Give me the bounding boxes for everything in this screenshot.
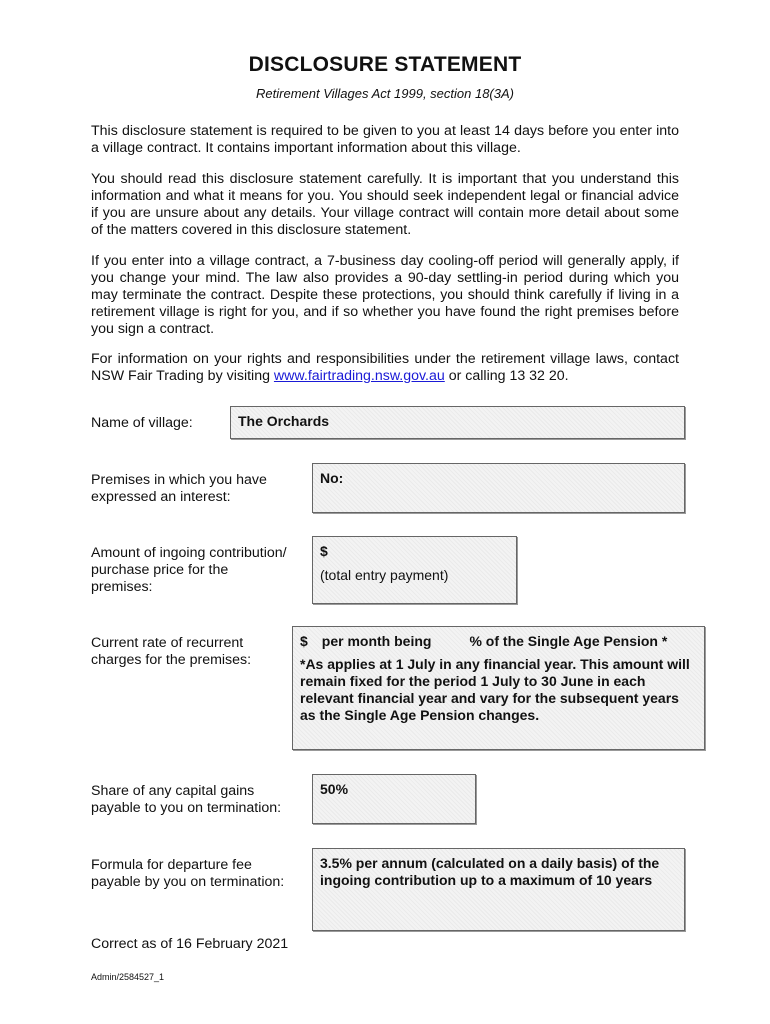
village-label: Name of village: [91,415,193,431]
document-subtitle: Retirement Villages Act 1999, section 18(3A) [256,86,514,101]
recurrent-currency: $ [300,633,308,649]
capital-value: 50% [320,781,349,797]
capital-gains-field[interactable] [312,774,476,824]
departure-label [91,857,284,891]
ingoing-label-line-2: purchase price for the [91,562,229,578]
capital-label [91,783,281,817]
recurrent-note: *As applies at 1 July in any financial year. This amount will remain fixed for the period 1 July to 30 June in each relevant financial year and vary for the subsequent years as the Single Age Pension changes. [300,656,690,723]
document-title: DISCLOSURE STATEMENT [248,53,522,76]
capital-label-line-1: Share of any capital gains [91,783,255,799]
premises-label-line-1: Premises in which you have [91,472,267,488]
recurrent-label-line-2: charges for the premises: [91,652,252,668]
footer-reference: Admin/2584527_1 [91,972,165,982]
ingoing-label-line-3: premises: [91,579,153,595]
departure-fee-field[interactable] [312,848,685,931]
recurrent-label [91,635,251,669]
village-value: The Orchards [238,413,330,429]
ingoing-note: (total entry payment) [320,567,449,583]
recurrent-rate-line [300,633,697,650]
recurrent-per-month: per month being [321,633,432,649]
ingoing-label-line-1: Amount of ingoing contribution/ [91,545,287,561]
premises-label-line-2: expressed an interest: [91,489,231,505]
intro-paragraph-1: This disclosure statement is required to be given to you at least 14 days before you enter into a village contract. It contains important information about this village. [91,123,679,156]
recurrent-pension: % of the Single Age Pension * [469,633,668,649]
departure-label-line-1: Formula for departure fee [91,857,252,873]
ingoing-field[interactable] [312,536,517,604]
village-field[interactable] [230,406,685,439]
premises-label [91,472,267,506]
recurrent-label-line-1: Current rate of recurrent [91,635,244,651]
correct-as-of: Correct as of 16 February 2021 [91,936,289,952]
intro-paragraph-2: You should read this disclosure statement carefully. It is important that you understand this information and what it means for you. You should seek independent legal or financial advice if you are unsure about any details. Your village contract will contain more detail about some of the matters covered in this disclosure statement. [91,171,679,238]
departure-label-line-2: payable by you on termination: [91,874,285,890]
premises-field[interactable] [312,463,685,513]
contact-text-end: or calling 13 32 20. [444,368,569,384]
fair-trading-link[interactable]: www.fairtrading.nsw.gov.au [273,368,445,384]
capital-label-line-2: payable to you on termination: [91,800,282,816]
intro-paragraph-3: If you enter into a village contract, a 7-business day cooling-off period will generally apply, if you change your mind. The law also provides a 90-day settling-in period during which you may terminate the contract. Despite these protections, you should think carefully if living in a retirement village is right for you, and if so whether you have found the right premises before you sign a contract. [91,253,679,337]
recurrent-field[interactable] [292,626,705,750]
departure-value: 3.5% per annum (calculated on a daily basis) of the ingoing contribution up to a maximum of 10 years [320,855,660,888]
ingoing-currency: $ [320,543,328,559]
contact-text: For information on your rights and responsibilities under the retirement village laws, contact NSW Fair Trading by visiting [91,351,679,384]
premises-value: No: [320,470,344,486]
ingoing-label [91,545,287,596]
intro-paragraph-4 [91,351,679,385]
